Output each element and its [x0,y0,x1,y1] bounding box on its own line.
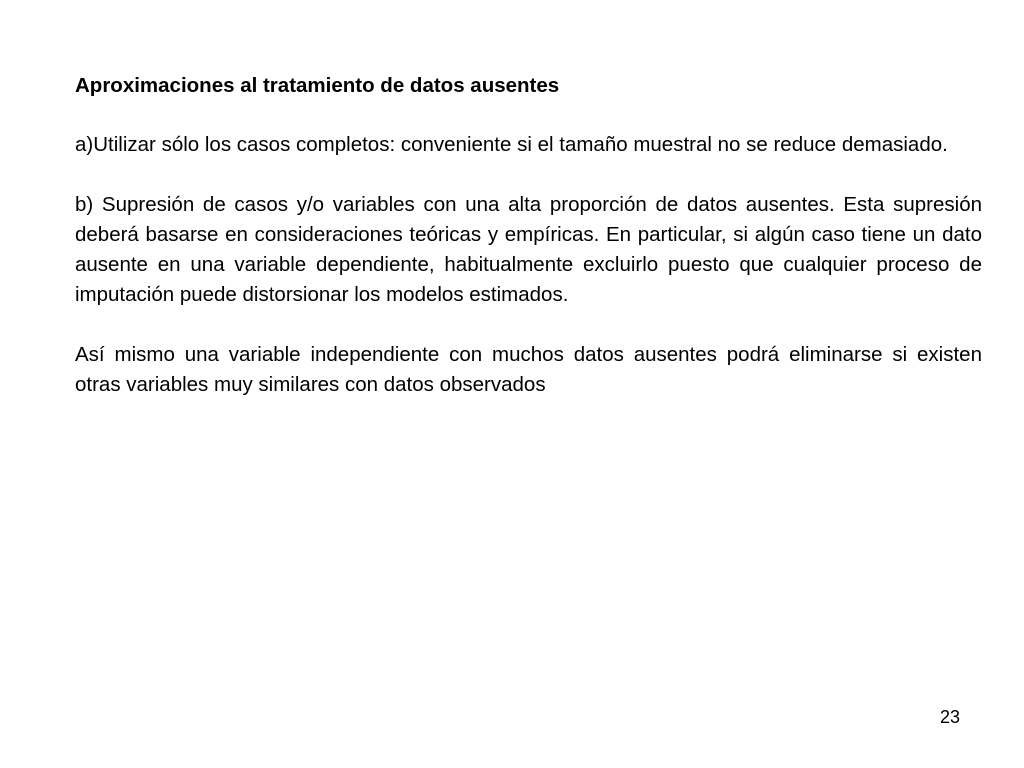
page-number: 23 [939,707,961,727]
paragraph-complete-cases: a)Utilizar sólo los casos completos: conveniente si el tamaño muestral no se reduce demasiado. [75,133,948,156]
paragraph-deletion: b) Supresión de casos y/o variables con una alta proporción de datos ausentes. Esta supresión deberá basarse en consideraciones teóricas y empíricas. En particular, si algún caso tiene un dato ausente en una variable dependiente, habitualmente excluirlo puesto que cualquier proceso de imputación puede distorsionar los modelos estimados. [75,193,982,306]
slide-content [75,71,982,430]
paragraph-independent-variable: Así mismo una variable independiente con muchos datos ausentes podrá eliminarse si existen otras variables muy similares con datos observados [75,343,982,396]
slide-title: Aproximaciones al tratamiento de datos ausentes [75,74,560,97]
